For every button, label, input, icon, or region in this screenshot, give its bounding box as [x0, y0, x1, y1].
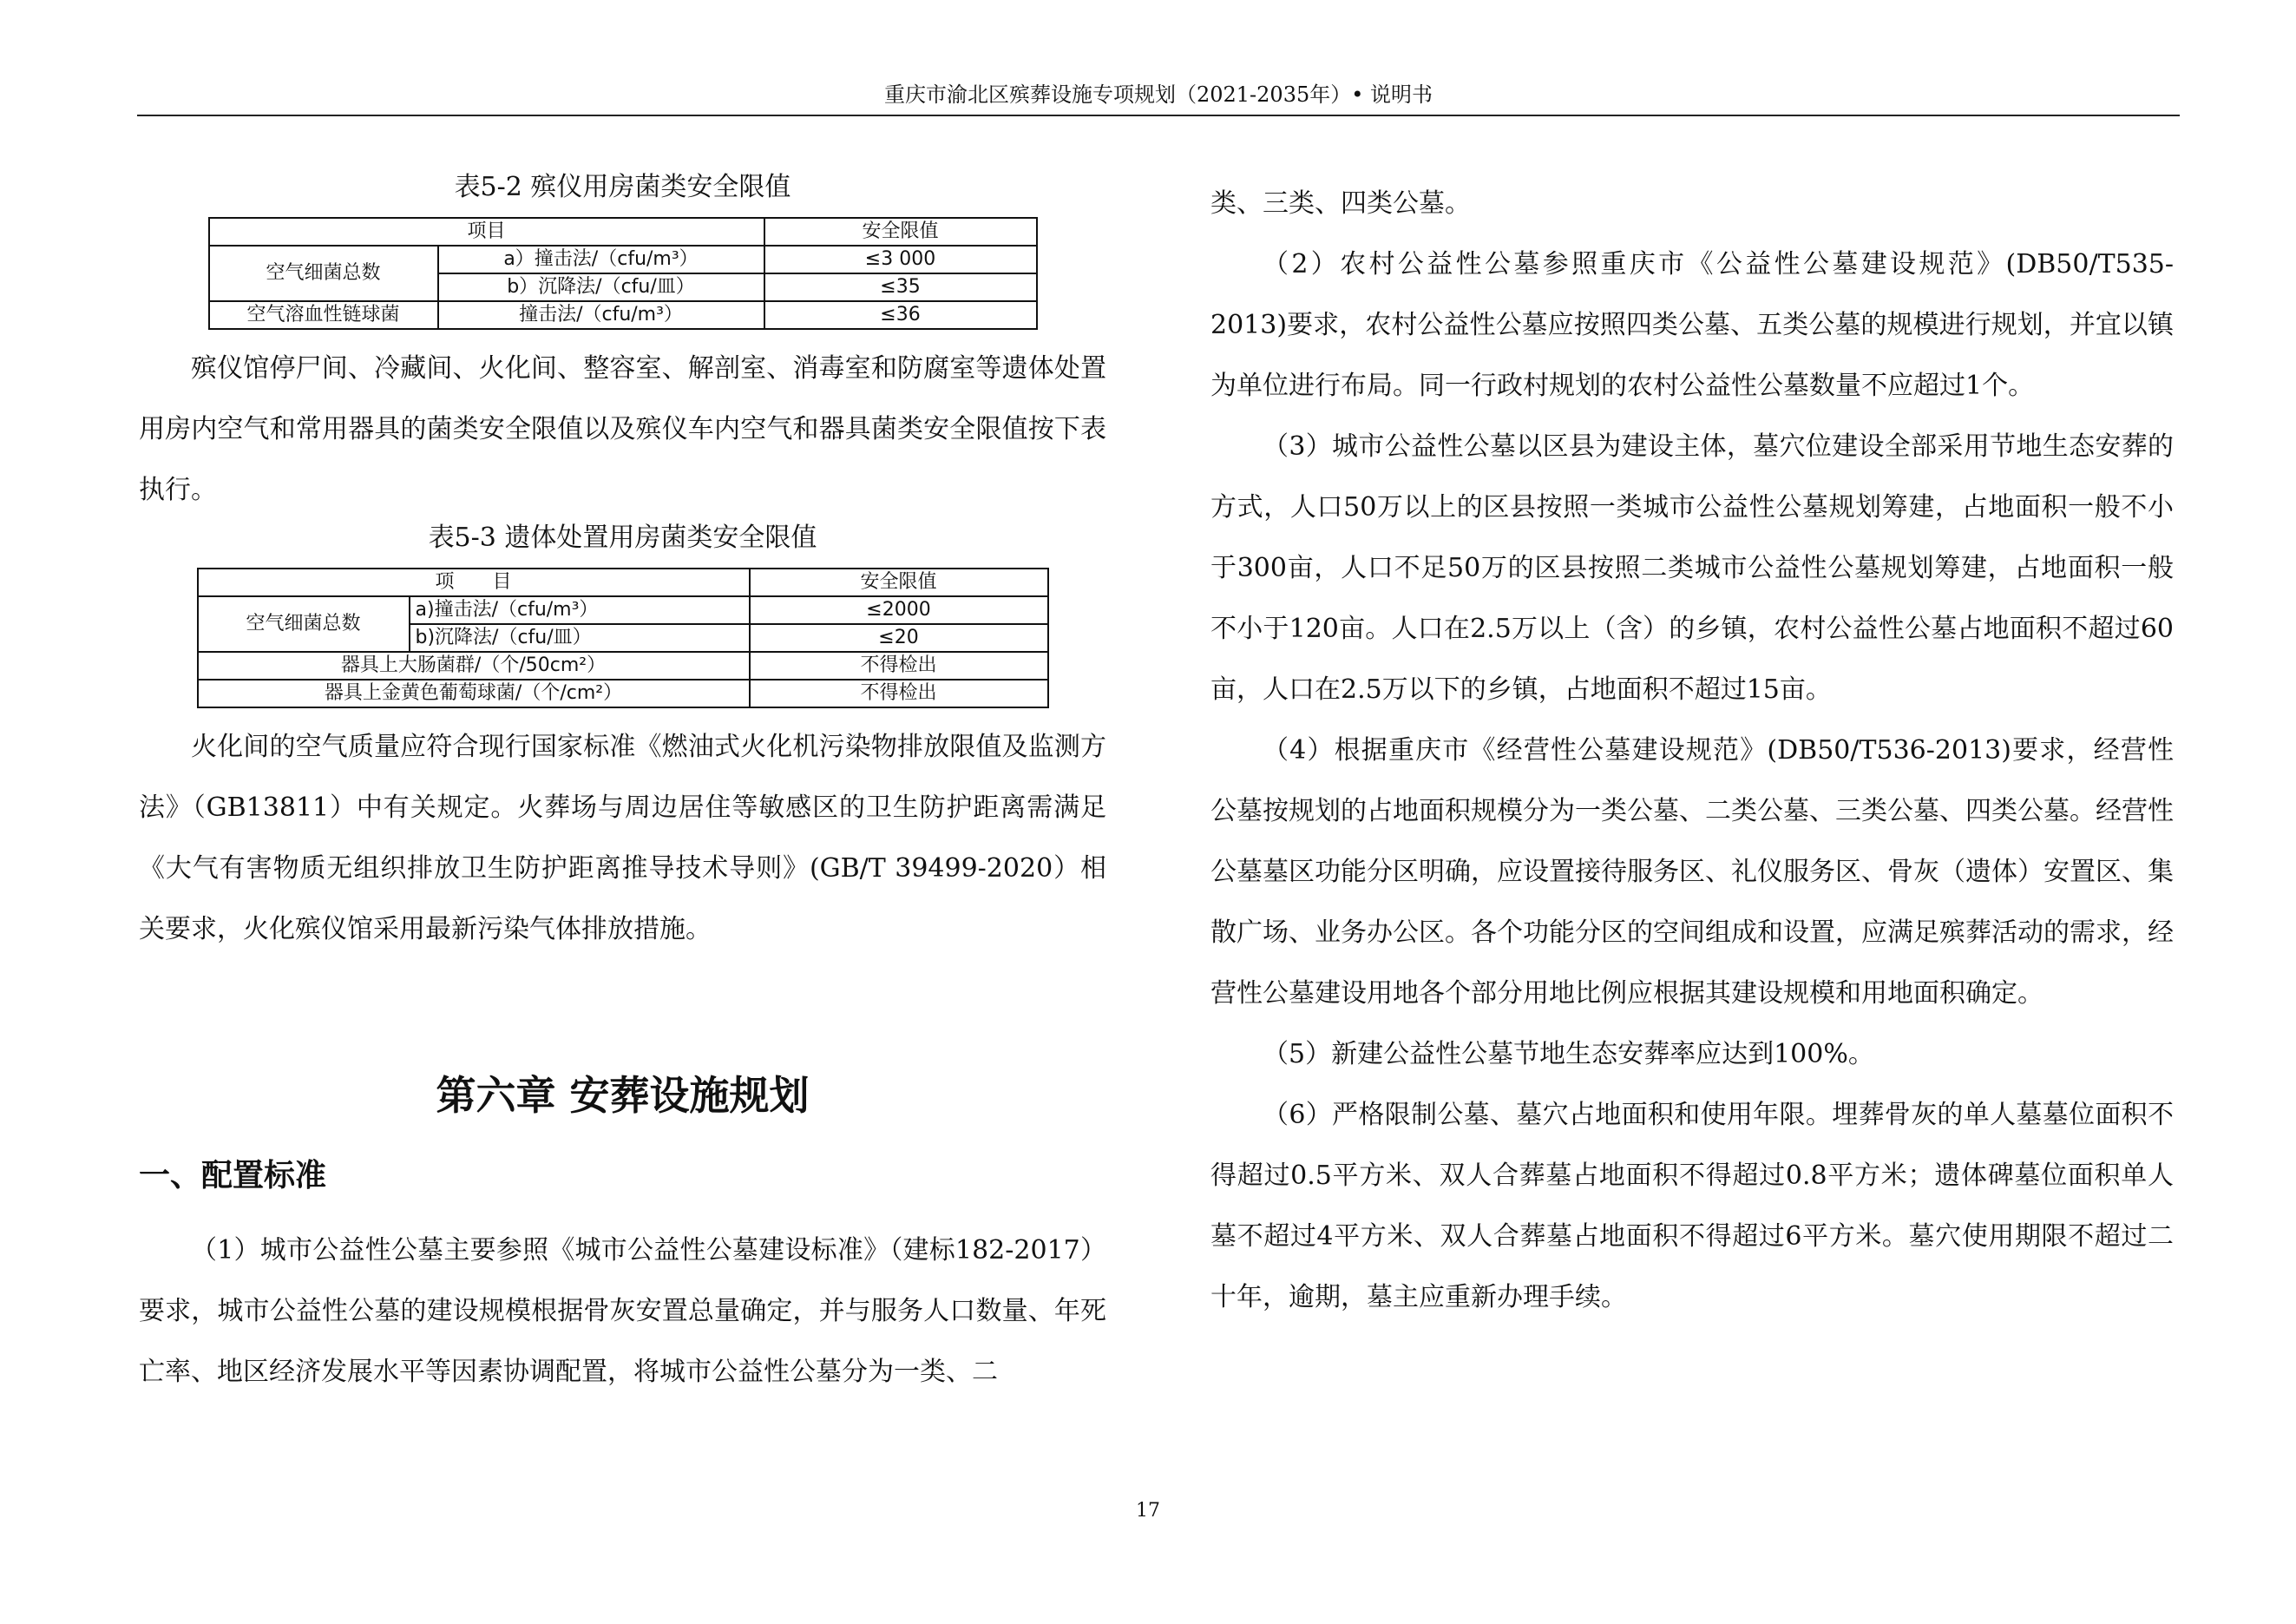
table-cell: a)撞击法/（cfu/m³） [410, 596, 750, 624]
table-cell: 空气溶血性链球菌 [209, 301, 438, 329]
table-cell: 空气细菌总数 [209, 246, 438, 301]
table-5-3 [197, 568, 1049, 708]
header-title: 重庆市渝北区殡葬设施专项规划（2021-2035年）• 说明书 [883, 82, 1433, 107]
table-cell: 空气细菌总数 [198, 596, 410, 652]
table-cell: 不得检出 [750, 652, 1048, 680]
table-cell: ≤2000 [750, 596, 1048, 624]
table-cell: ≤36 [764, 301, 1037, 329]
table-cell: b）沉降法/（cfu/皿） [438, 273, 764, 301]
table-row [209, 301, 1037, 329]
chapter-title: 第六章 安葬设施规划 [436, 1072, 810, 1119]
table-header-limit: 安全限值 [764, 218, 1037, 246]
section-title: 一、配置标准 [139, 1158, 327, 1193]
table-row [198, 680, 1048, 707]
paragraph: 类、三类、四类公墓。 [1210, 188, 1471, 219]
table-row [209, 246, 1037, 273]
table-cell: ≤35 [764, 273, 1037, 301]
paragraph: （6）严格限制公墓、墓穴占地面积和使用年限。埋葬骨灰的单人墓墓位面积不得超过0.5平方米、双人合葬墓占地面积不得超过0.8平方米；遗体碑墓位面积单人墓不超过4平方米、双人合葬墓占地面积不得超过6平方米。墓穴使用期限不超过二十年，逾期，墓主应重新办理手续。 [1210, 1100, 2174, 1312]
paragraph: （4）根据重庆市《经营性公墓建设规范》(DB50/T536-2013)要求，经营性公墓按规划的占地面积规模分为一类公墓、二类公墓、三类公墓、四类公墓。经营性公墓墓区功能分区明确，应设置接待服务区、礼仪服务区、骨灰（遗体）安置区、集散广场、业务办公区。各个功能分区的空间组成和设置，应满足殡葬活动的需求，经营性公墓建设用地各个部分用地比例应根据其建设规模和用地面积确定。 [1210, 735, 2174, 1009]
right-column [1210, 174, 2174, 1328]
table-header-item: 项 目 [198, 569, 750, 596]
page-number: 17 [1136, 1500, 1160, 1522]
table-row [209, 218, 1037, 246]
table-cell: b)沉降法/（cfu/皿） [410, 624, 750, 652]
paragraph: （5）新建公益性公墓节地生态安葬率应达到100%。 [1263, 1039, 1874, 1069]
paragraph: 殡仪馆停尸间、冷藏间、火化间、整容室、解剖室、消毒室和防腐室等遗体处置用房内空气和常用器具的菌类安全限值以及殡仪车内空气和器具菌类安全限值按下表执行。 [139, 353, 1106, 505]
left-column [139, 156, 1106, 1403]
table-row [198, 569, 1048, 596]
paragraph: （3）城市公益性公墓以区县为建设主体，墓穴位建设全部采用节地生态安葬的方式，人口50万以上的区县按照一类城市公益性公墓规划筹建，占地面积一般不小于300亩，人口不足50万的区县按照二类城市公益性公墓规划筹建，占地面积一般不小于120亩。人口在2.5万以上（含）的乡镇，农村公益性公墓占地面积不超过60亩，人口在2.5万以下的乡镇，占地面积不超过15亩。 [1210, 431, 2174, 705]
table-cell: ≤20 [750, 624, 1048, 652]
paragraph: （1）城市公益性公墓主要参照《城市公益性公墓建设标准》（建标182-2017）要求，城市公益性公墓的建设规模根据骨灰安置总量确定，并与服务人口数量、年死亡率、地区经济发展水平等因素协调配置，将城市公益性公墓分为一类、二 [139, 1235, 1106, 1387]
table-cell: 器具上金黄色葡萄球菌/（个/cm²） [198, 680, 750, 707]
table-5-3-caption: 表5-3 遗体处置用房菌类安全限值 [428, 523, 817, 553]
paragraph: 火化间的空气质量应符合现行国家标准《燃油式火化机污染物排放限值及监测方法》（GB13811）中有关规定。火葬场与周边居住等敏感区的卫生防护距离需满足《大气有害物质无组织排放卫生防护距离推导技术导则》(GB/T 39499-2020）相关要求，火化殡仪馆采用最新污染气体排放措施。 [139, 732, 1106, 944]
paragraph: （2）农村公益性公墓参照重庆市《公益性公墓建设规范》(DB50/T535-2013)要求，农村公益性公墓应按照四类公墓、五类公墓的规模进行规划，并宜以镇为单位进行布局。同一行政村规划的农村公益性公墓数量不应超过1个。 [1210, 249, 2174, 401]
table-cell: 器具上大肠菌群/（个/50cm²） [198, 652, 750, 680]
table-header-item: 项目 [209, 218, 764, 246]
table-5-2 [208, 217, 1038, 330]
table-cell: 不得检出 [750, 680, 1048, 707]
table-header-limit: 安全限值 [750, 569, 1048, 596]
table-cell: a）撞击法/（cfu/m³） [438, 246, 764, 273]
table-row [198, 652, 1048, 680]
table-cell: 撞击法/（cfu/m³） [438, 301, 764, 329]
table-cell: ≤3 000 [764, 246, 1037, 273]
table-5-2-caption: 表5-2 殡仪用房菌类安全限值 [454, 172, 791, 202]
page-header [137, 80, 2180, 116]
table-row [198, 596, 1048, 624]
